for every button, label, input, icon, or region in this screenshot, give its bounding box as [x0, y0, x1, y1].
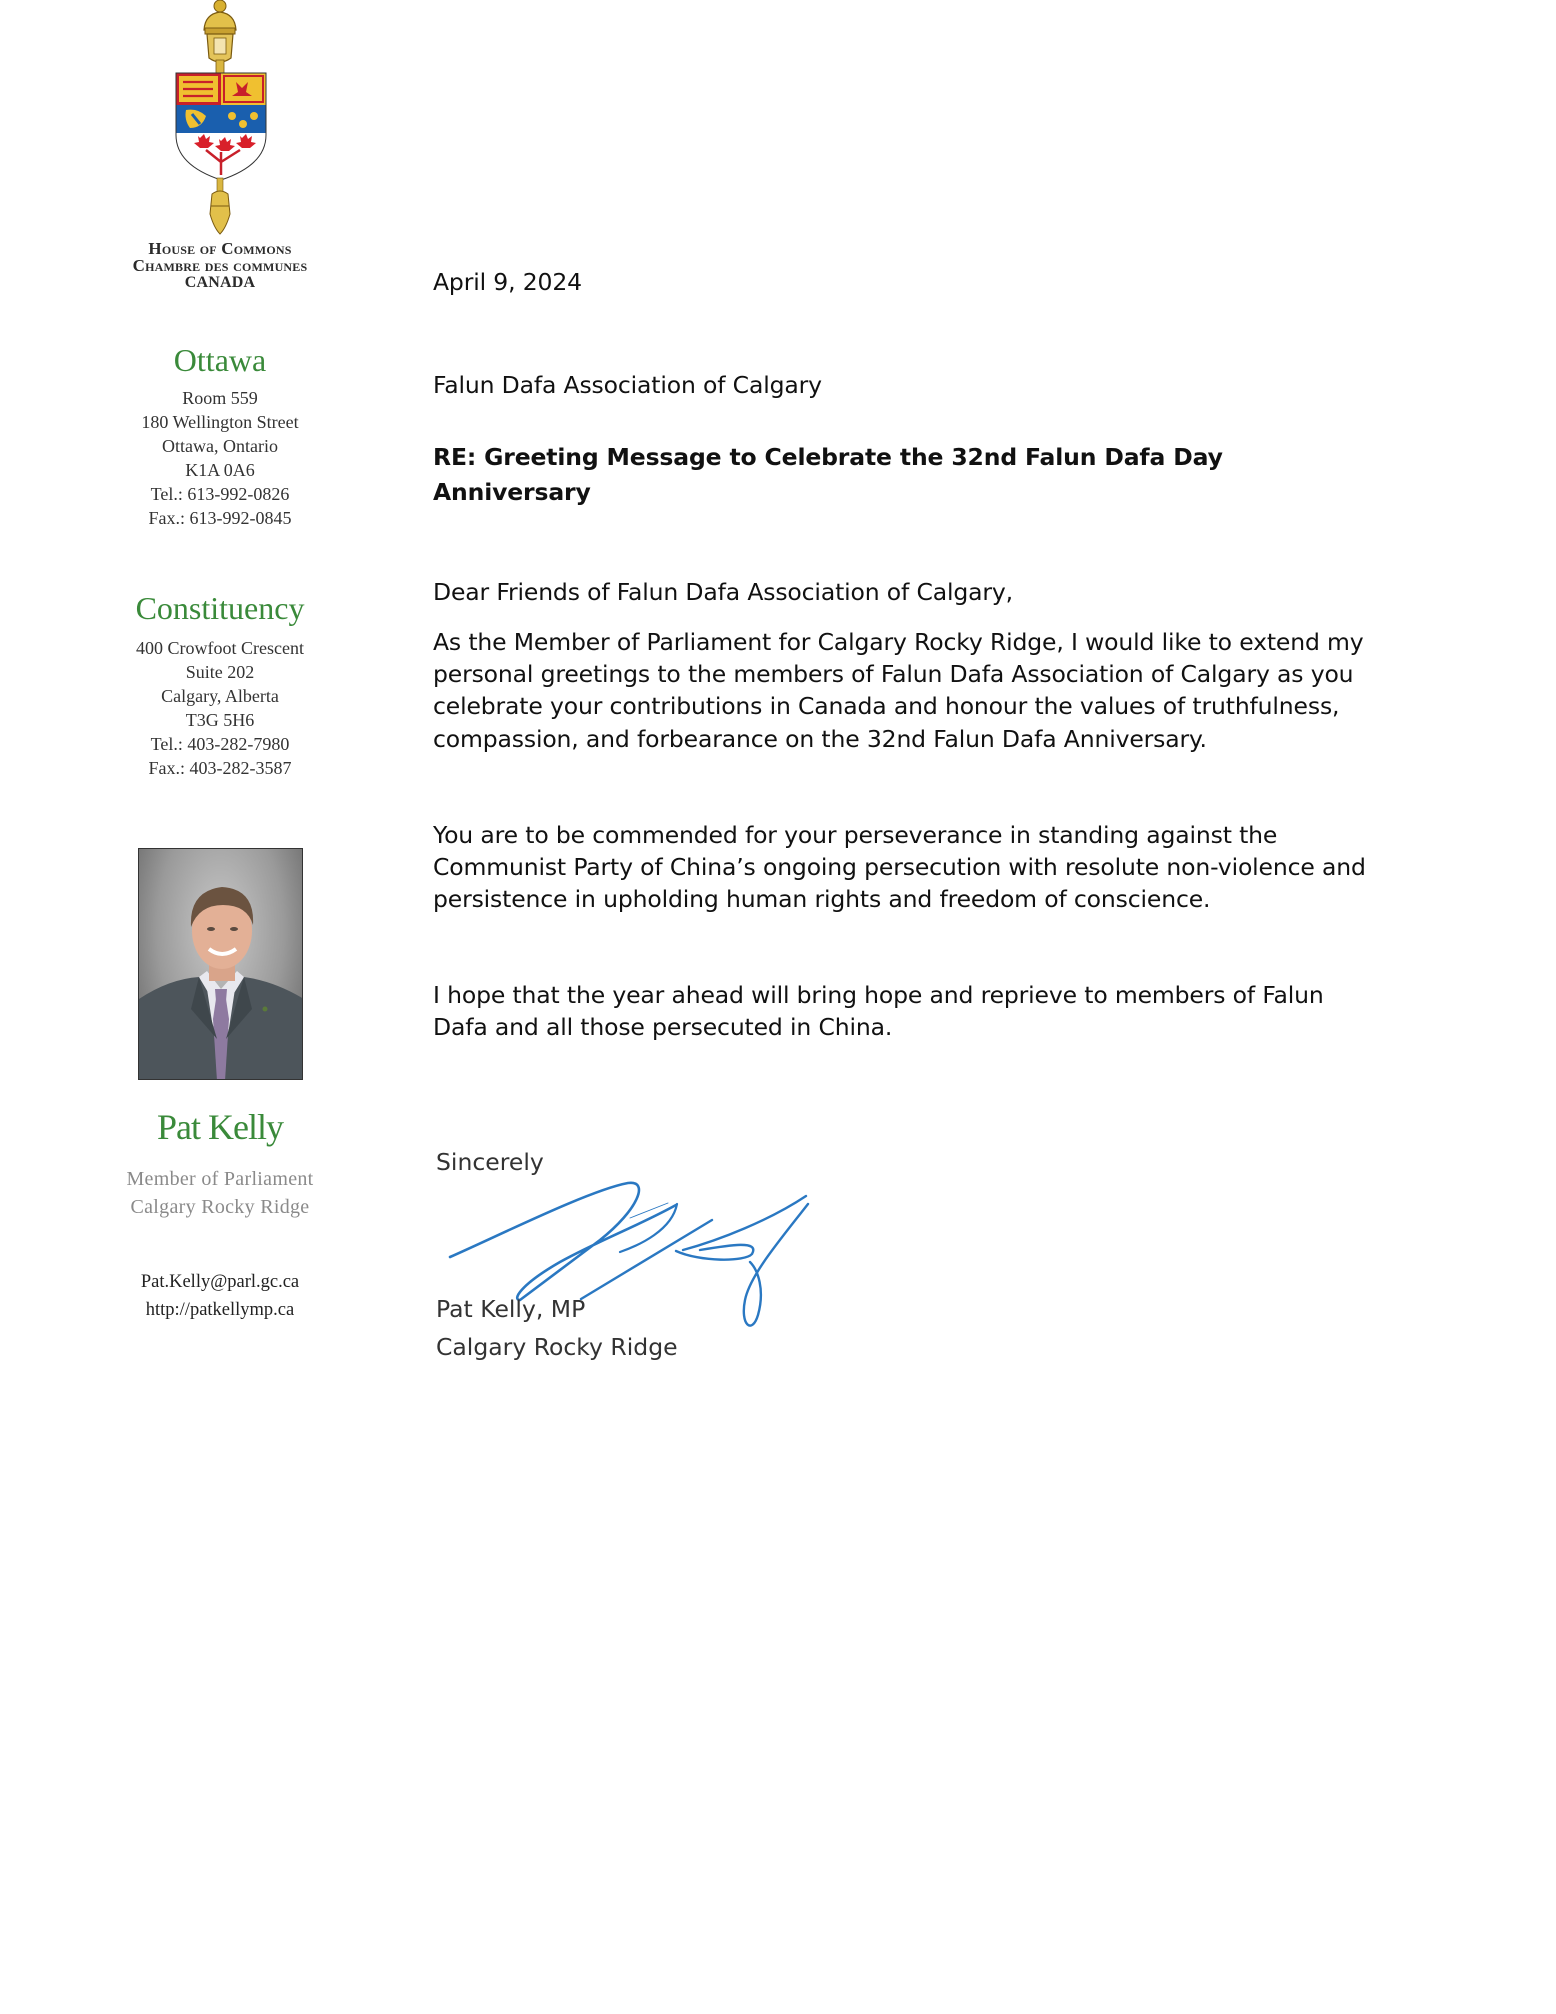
constituency-line: Suite 202 [185, 662, 255, 682]
mp-title: Member of Parliament [126, 1168, 314, 1190]
letter-recipient: Falun Dafa Association of Calgary [433, 371, 822, 399]
house-of-commons-wordmark [80, 240, 360, 291]
letter-closing: Sincerely [436, 1148, 544, 1176]
mp-riding: Calgary Rocky Ridge [130, 1196, 310, 1218]
constituency-fax: Fax.: 403-282-3587 [148, 758, 292, 778]
portrait-illustration-icon [139, 849, 303, 1080]
ottawa-line: Room 559 [182, 388, 258, 408]
subject-line: Anniversary [433, 478, 591, 506]
constituency-phone: Tel.: 403-282-7980 [150, 734, 290, 754]
signatory-name: Pat Kelly, MP [436, 1295, 586, 1323]
mp-website-link[interactable]: http://patkellymp.ca [145, 1300, 295, 1320]
letter-paragraph-2: You are to be commended for your perseverance in standing against the Communist Party of China’s ongoing persecution with resolute non-violence and persistence in upholding human rights and freedom of conscience. [433, 821, 1366, 914]
ottawa-address [80, 386, 360, 530]
institution-line-en: House of Commons [148, 239, 292, 258]
ottawa-line: 180 Wellington Street [141, 412, 299, 432]
constituency-address [80, 636, 360, 780]
ottawa-fax: Fax.: 613-992-0845 [148, 508, 292, 528]
ottawa-phone: Tel.: 613-992-0826 [150, 484, 290, 504]
mp-role [80, 1165, 360, 1221]
subject-line: RE: Greeting Message to Celebrate the 32nd Falun Dafa Day [433, 443, 1223, 471]
mp-portrait-photo [138, 848, 303, 1080]
ottawa-line: K1A 0A6 [185, 460, 255, 480]
ottawa-heading: Ottawa [173, 342, 267, 378]
house-of-commons-crest-icon [150, 0, 290, 240]
constituency-heading: Constituency [135, 590, 305, 626]
constituency-line: Calgary, Alberta [161, 686, 279, 706]
constituency-line: 400 Crowfoot Crescent [136, 638, 304, 658]
letter-date: April 9, 2024 [433, 268, 582, 296]
ottawa-line: Ottawa, Ontario [162, 436, 278, 456]
institution-line-country: CANADA [184, 274, 256, 291]
constituency-line: T3G 5H6 [185, 710, 255, 730]
letter-subject [433, 440, 1393, 510]
mp-email-link[interactable]: Pat.Kelly@parl.gc.ca [140, 1272, 300, 1292]
letter-paragraph-1: As the Member of Parliament for Calgary Rocky Ridge, I would like to extend my personal greetings to the members of Falun Dafa Association of Calgary as you celebrate your contributions in Canada and honour the values of truthfulness, compassion, and forbearance on the 32nd Falun Dafa Anniversary. [433, 628, 1364, 753]
signatory-riding: Calgary Rocky Ridge [436, 1333, 678, 1361]
letter-paragraph-3: I hope that the year ahead will bring hope and reprieve to members of Falun Dafa and all those persecuted in China. [433, 981, 1324, 1042]
letter-salutation: Dear Friends of Falun Dafa Association of Calgary, [433, 578, 1013, 606]
mp-contact [80, 1268, 360, 1324]
institution-line-fr: Chambre des communes [132, 256, 308, 275]
mp-name-heading: Pat Kelly [157, 1107, 283, 1147]
